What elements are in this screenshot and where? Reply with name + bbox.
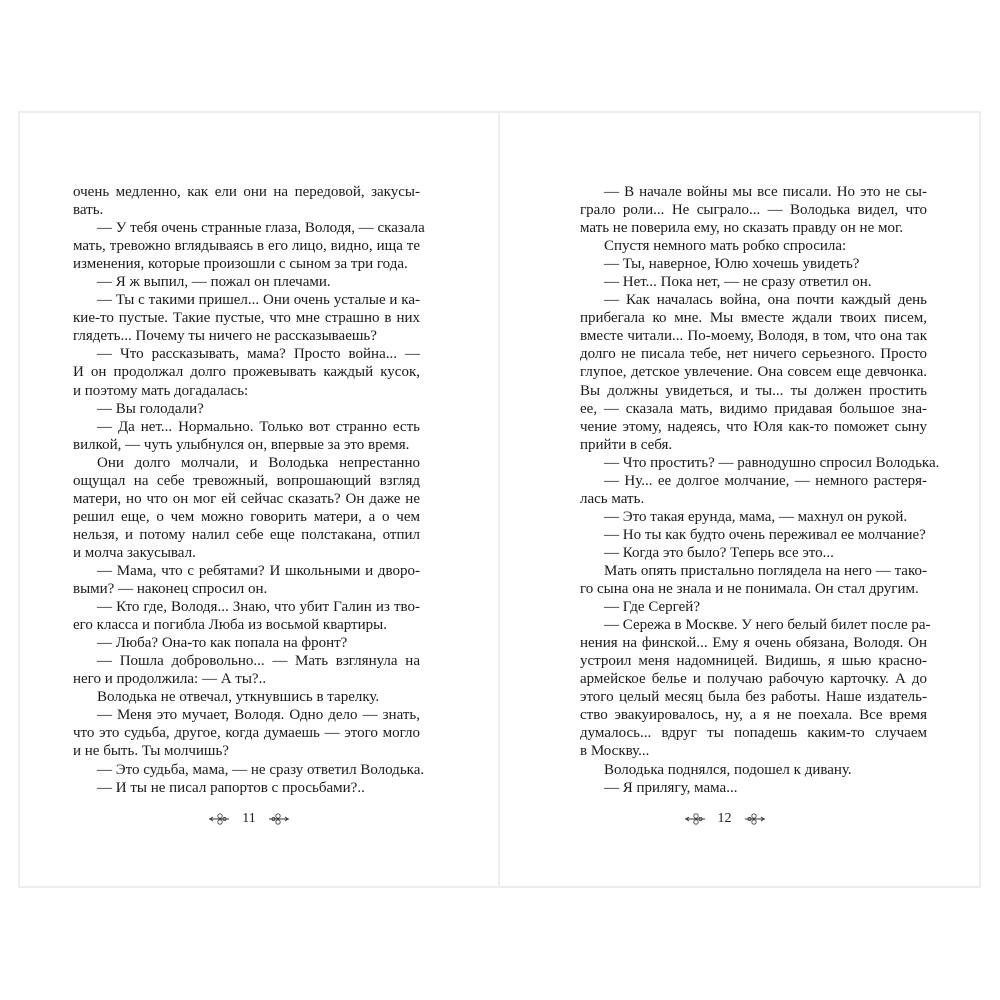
- text-line: — Сережа в Москве. У него белый билет после ра-: [604, 617, 931, 634]
- text-line: ство эвакуировалось, ну, а я не поехала. Все время: [580, 707, 927, 724]
- right-page-text: [580, 183, 940, 797]
- text-line: — Что рассказывать, мама? Просто война... —: [97, 346, 420, 363]
- text-line: — Да нет... Нормально. Только вот странно есть: [97, 418, 420, 435]
- text-line: Они долго молчали, и Володька непрестанно: [97, 454, 420, 471]
- text-line: — В начале войны мы все писали. Но это не сы-: [604, 184, 927, 200]
- text-line: Спустя немного мать робко спросила:: [604, 238, 847, 255]
- text-line: и не быть. Ты молчишь?: [73, 743, 229, 760]
- text-line: вместе читали... По-моему, Володя, в том, что она так: [580, 328, 927, 345]
- page-folio-right: [470, 811, 979, 827]
- text-line: го сына она не знала и не понимала. Он стал другим.: [580, 581, 919, 598]
- text-line: очень медленно, как ели они на передовой, закусы-: [73, 184, 420, 200]
- text-line: и молча закусывал.: [73, 544, 196, 561]
- text-line: него и продолжила: — А ты?..: [73, 671, 267, 688]
- text-line: вилкой, — чуть улыбнулся он, впервые за это время.: [73, 436, 410, 453]
- text-line: — Пошла добровольно... — Мать взглянула на: [97, 653, 420, 670]
- text-line: И он продолжал долго прожевывать каждый кусок,: [73, 364, 420, 381]
- fleuron-left-icon: [208, 812, 230, 826]
- text-line: глупое, детское увлечение. Она совсем еще девчонка.: [580, 364, 927, 381]
- text-line: — Нет... Пока нет, — не сразу ответил он.: [604, 274, 872, 291]
- text-line: — Как началась война, она почти каждый день: [604, 292, 927, 309]
- right-page: [499, 111, 981, 888]
- text-line: мать не поверила ему, но сказать правду он не мог.: [580, 220, 904, 237]
- text-line: думалось... вдруг ты попадешь каким-то случаем: [580, 725, 927, 742]
- text-line: — Я ж выпил, — пожал он плечами.: [97, 274, 331, 291]
- fleuron-right-icon: [268, 812, 290, 826]
- text-line: глядеть... Почему ты ничего не рассказываешь?: [73, 328, 377, 345]
- text-line: — Меня это мучает, Володя. Одно дело — знать,: [97, 707, 420, 724]
- text-line: — И ты не писал рапортов с просьбами?..: [97, 779, 365, 796]
- text-line: прибегала ко мне. Мы вместе ждали твоих писем,: [580, 310, 927, 327]
- fleuron-left-icon: [684, 812, 706, 826]
- text-line: ощущал на себе тревожный, вопрошающий взгляд: [73, 472, 420, 489]
- page-number: 11: [242, 811, 256, 826]
- text-line: вать.: [73, 202, 104, 219]
- text-line: — Я прилягу, мама...: [604, 779, 738, 796]
- text-line: устроил меня надомницей. Видишь, я шью красно-: [580, 653, 927, 670]
- text-line: грало роли... Не сыграло... — Володька видел, что: [580, 202, 927, 219]
- text-line: — Ты с такими пришел... Они очень усталые и ка-: [97, 292, 420, 309]
- text-line: армейское белье и получаю рабочую карточку. А до: [580, 671, 927, 688]
- text-line: его класса и погибла Люба из восьмой квартиры.: [73, 617, 387, 634]
- text-line: и поэтому мать догадалась:: [73, 382, 249, 399]
- page-number: 12: [717, 811, 732, 826]
- text-line: этого целый месяц была без работы. Наше издатель-: [580, 689, 927, 706]
- text-line: кие-то пустые. Такие пустые, что мне страшно в них: [73, 310, 420, 327]
- text-line: Мать опять пристально поглядела на него — тако-: [604, 562, 927, 579]
- text-line: — Ты, наверное, Юлю хочешь увидеть?: [604, 256, 860, 273]
- left-page-text: [73, 183, 425, 797]
- text-line: — Кто где, Володя... Знаю, что убит Галин из тво-: [97, 599, 420, 616]
- text-line: в Москву...: [580, 743, 650, 760]
- text-line: изменения, которые произошли с сыном за три года.: [73, 256, 408, 273]
- fleuron-right-icon: [744, 812, 766, 826]
- text-line: — Но ты как будто очень переживал ее молчание?: [604, 526, 926, 543]
- text-line: — Это судьба, мама, — не сразу ответил Володька.: [97, 761, 425, 778]
- text-line: мать, тревожно вглядываясь в его лицо, видно, ища те: [73, 238, 420, 255]
- text-line: решил еще, о чем можно говорить матери, а о чем: [73, 508, 420, 525]
- text-line: — Вы голодали?: [97, 400, 204, 417]
- text-line: — Ну... ее долгое молчание, — немного растеря-: [604, 472, 927, 489]
- text-line: нения на финской... Ему я очень обязана, Володя. Он: [580, 635, 927, 652]
- text-line: долго не писала тебе, нет ничего серьезного. Просто: [580, 346, 927, 363]
- text-line: — Люба? Она-то как попала на фронт?: [97, 635, 348, 652]
- text-line: прийти в себя.: [580, 436, 673, 453]
- text-line: — Мама, что с ребятами? И школьными и дворо-: [97, 562, 420, 579]
- text-line: — У тебя очень странные глаза, Володя, — сказала: [97, 220, 425, 237]
- text-line: Вы должны увидеться, и ты... ты должен простить: [580, 382, 927, 399]
- text-line: Володька не отвечал, уткнувшись в тарелку.: [97, 689, 380, 706]
- text-line: нельзя, и потому налил себе еще полстакана, отпил: [73, 526, 420, 543]
- text-line: что это судьба, другое, когда думаешь — этого могло: [73, 725, 420, 742]
- page-folio-left: [0, 811, 498, 827]
- text-line: выми? — наконец спросил он.: [73, 581, 268, 598]
- text-line: Володька поднялся, подошел к дивану.: [604, 761, 852, 778]
- text-line: чение этому, надеясь, что Юля как-то поможет сыну: [580, 418, 927, 435]
- left-page: [18, 111, 499, 888]
- text-line: — Это такая ерунда, мама, — махнул он рукой.: [604, 508, 908, 525]
- text-line: — Когда это было? Теперь все это...: [604, 544, 834, 561]
- text-line: лась мать.: [580, 490, 645, 507]
- text-line: ее, — сказала мать, видимо придавая большое зна-: [580, 400, 927, 417]
- text-line: — Что простить? — равнодушно спросил Володька.: [604, 454, 940, 471]
- text-line: — Где Сергей?: [604, 599, 700, 616]
- text-line: матери, но что он мог ей сейчас сказать? Он даже не: [73, 490, 420, 507]
